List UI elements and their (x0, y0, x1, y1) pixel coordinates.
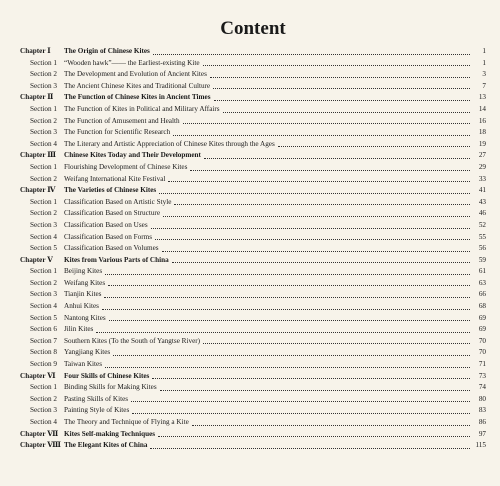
section-label: Section 3 (30, 290, 57, 299)
section-title: Classification Based on Artistic Style (64, 197, 172, 206)
dot-leader (105, 367, 470, 368)
section-title: The Function of Kites in Political and Military Affairs (64, 104, 220, 113)
section-label: Section 8 (30, 348, 57, 357)
section-label: Section 4 (30, 418, 57, 426)
section-title: Jilin Kites (64, 325, 94, 334)
toc-chapter-entry[interactable] (20, 46, 486, 58)
dot-leader (158, 436, 470, 437)
dot-leader (132, 413, 470, 414)
dot-leader (203, 65, 470, 66)
section-title: Taiwan Kites (64, 360, 103, 369)
dot-leader (131, 401, 470, 402)
chapter-label: Chapter Ⅷ (20, 441, 61, 450)
section-label: Section 3 (30, 220, 57, 229)
page-number: 52 (478, 220, 486, 229)
section-label: Section 6 (30, 325, 57, 334)
page-number: 16 (478, 116, 486, 125)
toc-section-entry[interactable] (20, 301, 486, 313)
section-title: Tianjin Kites (64, 290, 102, 299)
page-number: 71 (478, 360, 486, 369)
section-label: Section 2 (30, 70, 57, 79)
dot-leader (162, 251, 470, 252)
page-number: 33 (478, 174, 486, 183)
dot-leader (105, 274, 470, 275)
section-label: Section 1 (30, 58, 57, 67)
toc-section-entry[interactable] (20, 220, 486, 232)
page-number: 13 (478, 93, 486, 102)
page-number: 63 (478, 278, 486, 287)
page-number: 27 (478, 151, 486, 160)
section-title: Nantong Kites (64, 313, 106, 322)
chapter-title: The Elegant Kites of China (64, 441, 148, 450)
page-number: 68 (478, 302, 486, 311)
toc-chapter-entry[interactable] (20, 440, 486, 452)
toc-section-entry[interactable] (20, 174, 486, 186)
section-title: Pasting Skills of Kites (64, 394, 129, 403)
toc-section-entry[interactable] (20, 127, 486, 139)
chapter-title: Kites from Various Parts of China (64, 255, 169, 264)
toc-list (20, 46, 486, 452)
toc-section-entry[interactable] (20, 243, 486, 255)
toc-section-entry[interactable] (20, 232, 486, 244)
toc-section-entry[interactable] (20, 405, 486, 417)
dot-leader (151, 228, 470, 229)
page-number: 86 (478, 418, 486, 426)
toc-chapter-entry[interactable] (20, 255, 486, 267)
section-title: Binding Skills for Making Kites (64, 383, 157, 392)
toc-section-entry[interactable] (20, 162, 486, 174)
toc-section-entry[interactable] (20, 313, 486, 325)
section-title: The Function of Amusement and Health (64, 116, 180, 125)
toc-section-entry[interactable] (20, 139, 486, 151)
toc-section-entry[interactable] (20, 208, 486, 220)
section-title: Yangjiang Kites (64, 348, 111, 357)
dot-leader (153, 54, 470, 55)
section-label: Section 1 (30, 267, 57, 276)
dot-leader (173, 135, 470, 136)
section-label: Section 2 (30, 209, 57, 218)
chapter-label: Chapter Ⅱ (20, 93, 54, 102)
section-label: Section 4 (30, 232, 57, 241)
section-label: Section 3 (30, 128, 57, 137)
toc-section-entry[interactable] (20, 58, 486, 70)
page-number: 19 (478, 139, 486, 148)
page-number: 56 (478, 244, 486, 253)
chapter-title: Chinese Kites Today and Their Development (64, 151, 201, 160)
section-title: Classification Based on Forms (64, 232, 153, 241)
chapter-label: Chapter Ⅴ (20, 255, 53, 264)
page-number: 55 (478, 232, 486, 241)
section-label: Section 2 (30, 278, 57, 287)
dot-leader (155, 239, 470, 240)
toc-section-entry[interactable] (20, 104, 486, 116)
dot-leader (159, 193, 470, 194)
chapter-label: Chapter Ⅳ (20, 186, 56, 195)
dot-leader (172, 262, 470, 263)
chapter-title: The Function of Chinese Kites in Ancient Times (64, 93, 211, 102)
section-title: Weifang Kites (64, 278, 106, 287)
toc-chapter-entry[interactable] (20, 429, 486, 441)
chapter-title: Four Skills of Chinese Kites (64, 371, 150, 380)
section-label: Section 2 (30, 394, 57, 403)
section-title: The Literary and Artistic Appreciation of Chinese Kites through the Ages (64, 139, 275, 148)
toc-section-entry[interactable] (20, 359, 486, 371)
page-number: 1 (482, 58, 486, 67)
page-number: 73 (478, 371, 486, 380)
dot-leader (152, 378, 470, 379)
toc-section-entry[interactable] (20, 394, 486, 406)
toc-section-entry[interactable] (20, 81, 486, 93)
chapter-label: Chapter Ⅰ (20, 47, 51, 55)
section-title: Weifang International Kite Festival (64, 174, 166, 183)
toc-chapter-entry[interactable] (20, 185, 486, 197)
section-title: Classification Based on Uses (64, 220, 148, 229)
section-label: Section 2 (30, 174, 57, 183)
chapter-label: Chapter Ⅲ (20, 151, 56, 160)
section-title: “Wooden hawk”—— the Earliest-existing Kite (64, 58, 200, 67)
dot-leader (210, 77, 470, 78)
chapter-title: Kites Self-making Techniques (64, 429, 156, 438)
section-title: The Development and Evolution of Ancient Kites (64, 70, 207, 79)
section-label: Section 2 (30, 116, 57, 125)
section-title: Anhui Kites (64, 302, 99, 311)
section-label: Section 4 (30, 139, 57, 148)
dot-leader (278, 146, 470, 147)
page-number: 18 (478, 128, 486, 137)
page-number: 29 (478, 162, 486, 171)
section-label: Section 7 (30, 336, 57, 345)
page-number: 3 (482, 70, 486, 79)
section-title: The Theory and Technique of Flying a Kite (64, 418, 189, 426)
toc-chapter-entry[interactable] (20, 92, 486, 104)
page-number: 43 (478, 197, 486, 206)
section-label: Section 1 (30, 383, 57, 392)
toc-section-entry[interactable] (20, 347, 486, 359)
dot-leader (163, 216, 470, 217)
toc-section-entry[interactable] (20, 197, 486, 209)
dot-leader (213, 88, 470, 89)
dot-leader (203, 343, 470, 344)
chapter-title: The Varieties of Chinese Kites (64, 186, 157, 195)
dot-leader (168, 181, 470, 182)
section-title: Flourishing Development of Chinese Kites (64, 162, 188, 171)
toc-section-entry[interactable] (20, 278, 486, 290)
page-number: 66 (478, 290, 486, 299)
section-label: Section 1 (30, 197, 57, 206)
toc-section-entry[interactable] (20, 324, 486, 336)
dot-leader (183, 123, 470, 124)
dot-leader (174, 204, 470, 205)
section-label: Section 1 (30, 104, 57, 113)
dot-leader (108, 285, 470, 286)
dot-leader (204, 158, 470, 159)
toc-section-entry[interactable] (20, 116, 486, 128)
section-title: Southern Kites (To the South of Yangtse River) (64, 336, 201, 345)
section-label: Section 4 (30, 302, 57, 311)
dot-leader (104, 297, 470, 298)
page-number: 70 (478, 348, 486, 357)
section-label: Section 5 (30, 244, 57, 253)
toc-section-entry[interactable] (20, 266, 486, 278)
toc-chapter-entry[interactable] (20, 371, 486, 383)
page-number: 7 (482, 81, 486, 90)
page-number: 74 (478, 383, 486, 392)
page-number: 46 (478, 209, 486, 218)
toc-section-entry[interactable] (20, 417, 486, 429)
section-title: Classification Based on Structure (64, 209, 161, 218)
page-number: 83 (478, 406, 486, 415)
chapter-label: Chapter Ⅶ (20, 429, 59, 438)
section-label: Section 3 (30, 81, 57, 90)
dot-leader (109, 320, 470, 321)
dot-leader (113, 355, 470, 356)
section-label: Section 9 (30, 360, 57, 369)
toc-section-entry[interactable] (20, 382, 486, 394)
toc-section-entry[interactable] (20, 69, 486, 81)
page-title: Content (220, 18, 286, 39)
dot-leader (160, 390, 470, 391)
page-number: 61 (478, 267, 486, 276)
page-number: 69 (478, 313, 486, 322)
toc-section-entry[interactable] (20, 289, 486, 301)
section-title: Painting Style of Kites (64, 406, 130, 415)
page-number: 69 (478, 325, 486, 334)
section-title: The Ancient Chinese Kites and Traditional Culture (64, 81, 211, 90)
dot-leader (214, 100, 471, 101)
page-number: 70 (478, 336, 486, 345)
dot-leader (102, 309, 470, 310)
section-label: Section 3 (30, 406, 57, 415)
dot-leader (190, 170, 470, 171)
page-number: 41 (478, 186, 486, 195)
section-label: Section 1 (30, 162, 57, 171)
dot-leader (223, 112, 470, 113)
page-number: 97 (478, 429, 486, 438)
page-number: 115 (475, 441, 486, 450)
section-title: Beijing Kites (64, 267, 103, 276)
toc-section-entry[interactable] (20, 336, 486, 348)
dot-leader (192, 425, 470, 426)
section-title: The Function for Scientific Research (64, 128, 171, 137)
page-number: 80 (478, 394, 486, 403)
page-number: 59 (478, 255, 486, 264)
toc-chapter-entry[interactable] (20, 150, 486, 162)
dot-leader (96, 332, 470, 333)
section-label: Section 5 (30, 313, 57, 322)
page-number: 1 (482, 47, 486, 55)
section-title: Classification Based on Volumes (64, 244, 159, 253)
dot-leader (150, 448, 470, 449)
page-number: 14 (478, 104, 486, 113)
chapter-label: Chapter Ⅵ (20, 371, 56, 380)
chapter-title: The Origin of Chinese Kites (64, 47, 150, 55)
